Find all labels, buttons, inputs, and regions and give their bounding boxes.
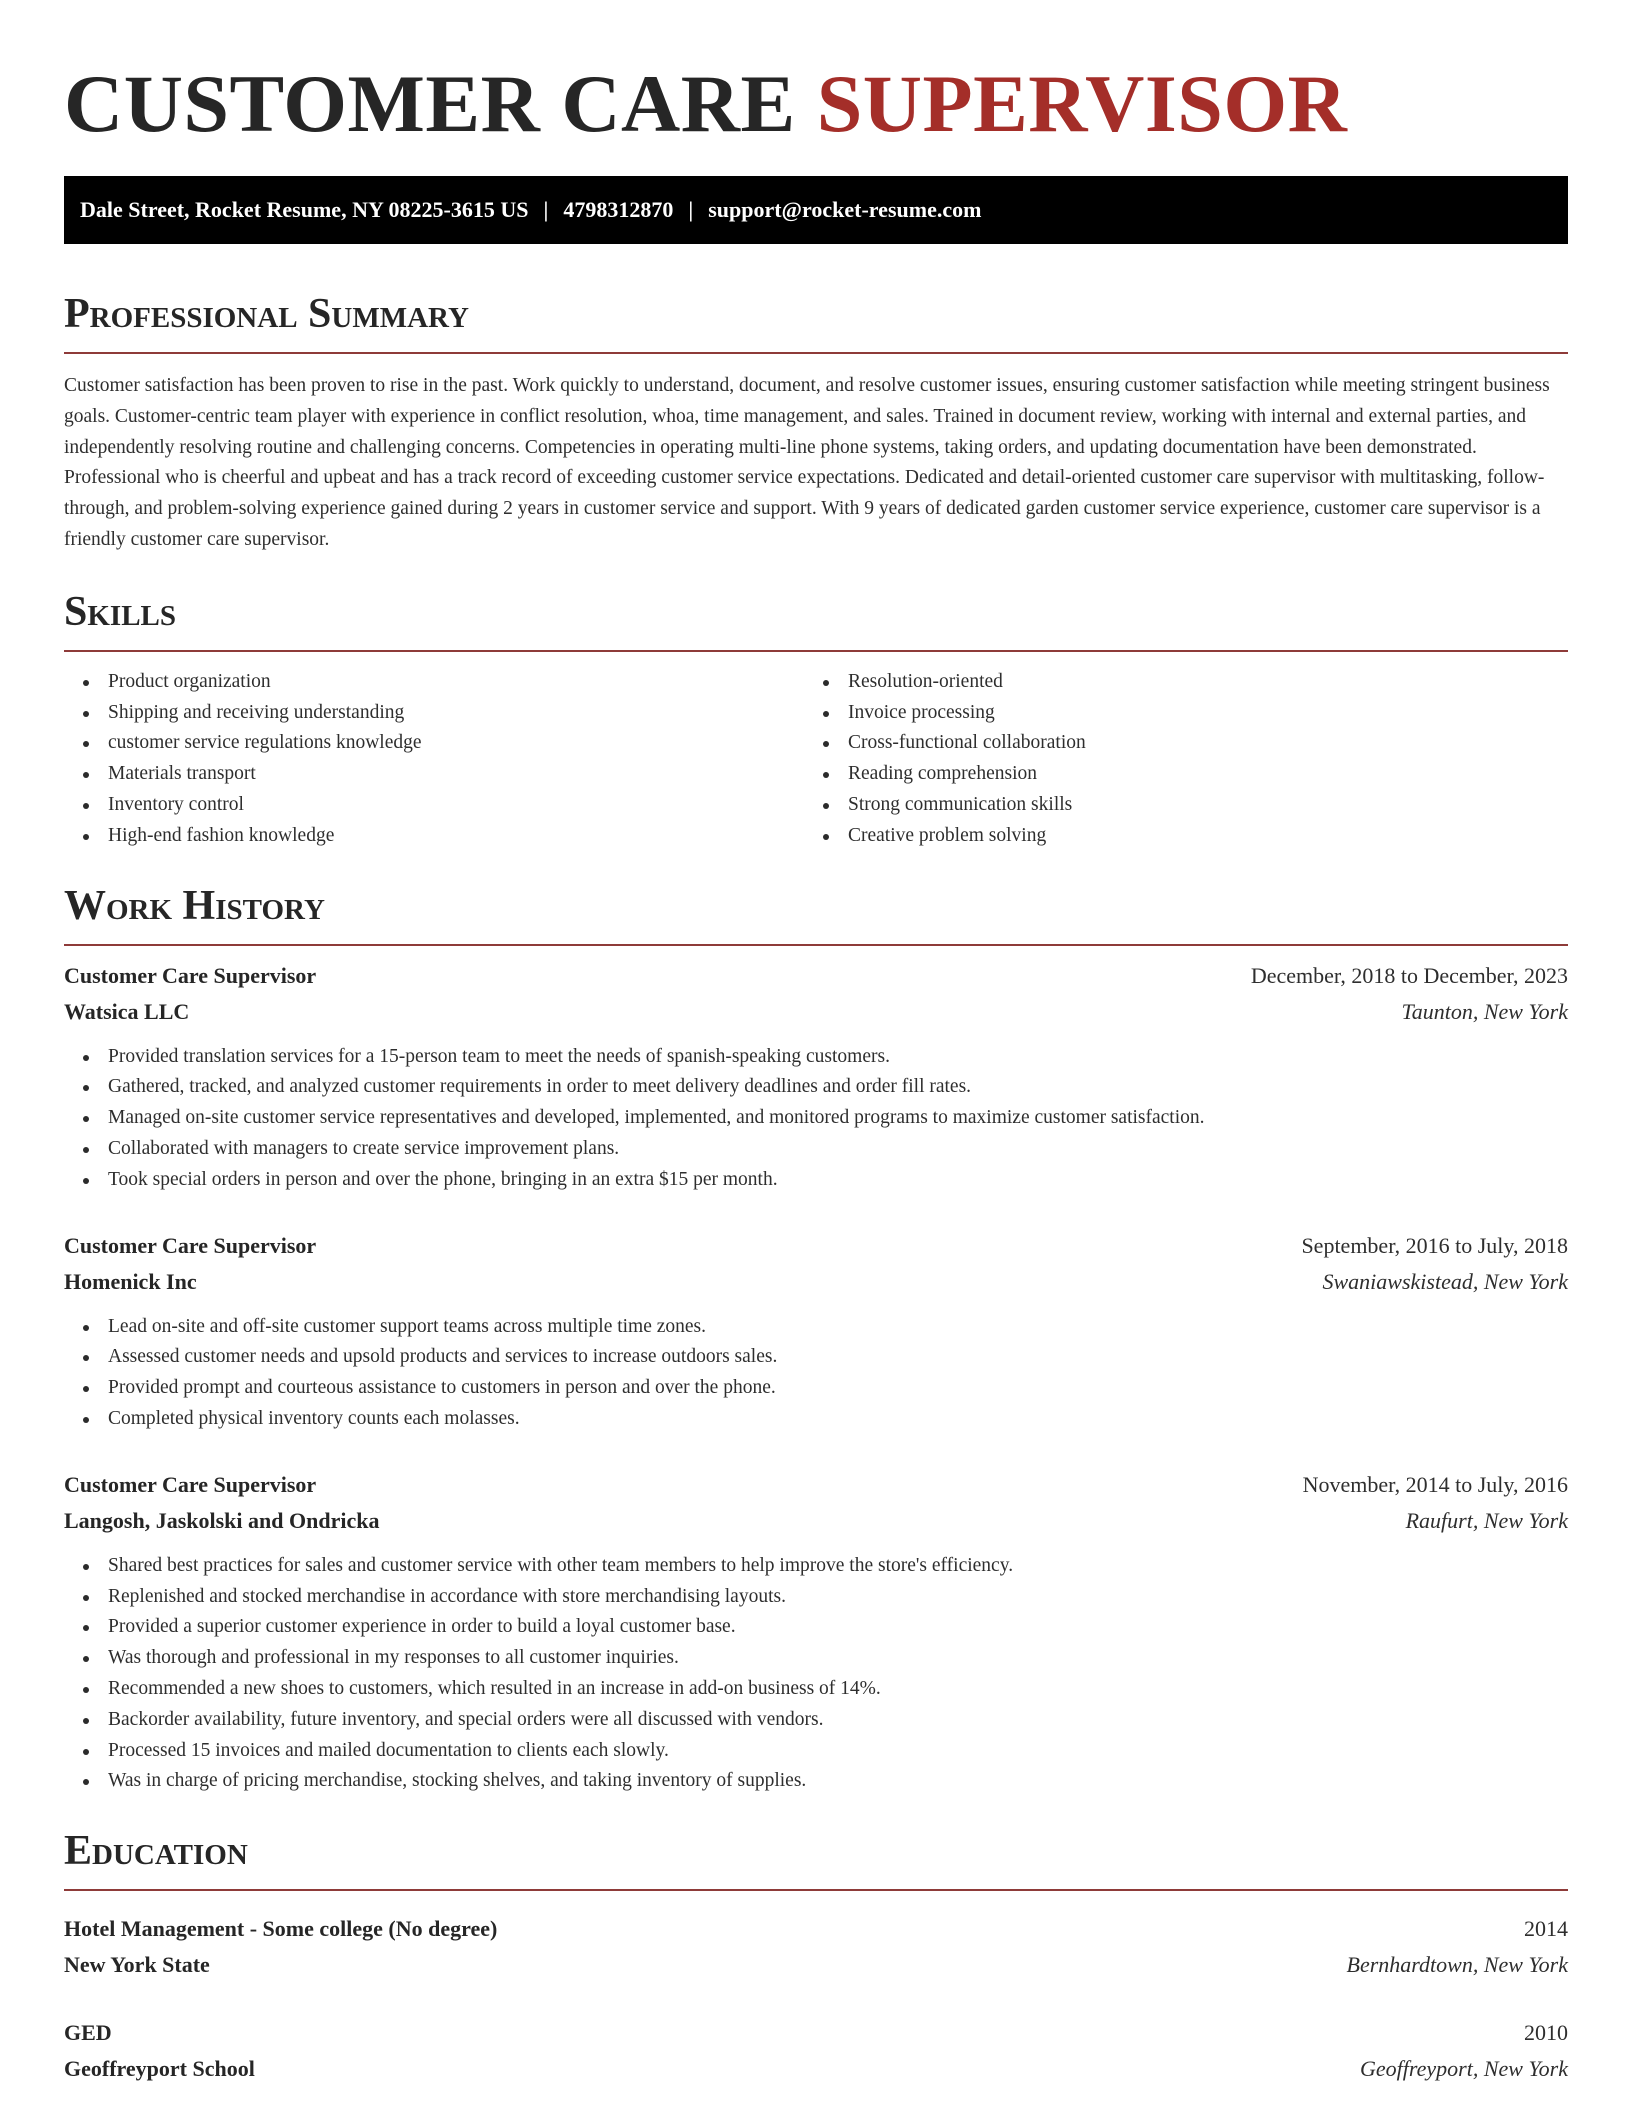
edu-location: Geoffreyport, New York <box>1360 2056 1568 2082</box>
edu-school-row <box>64 1947 1568 1983</box>
skill-item: Reading comprehension <box>804 759 1544 790</box>
job-company-row <box>64 994 1568 1030</box>
edu-year: 2010 <box>1524 2020 1568 2046</box>
job-bullet: Lead on-site and off-site customer support teams across multiple time zones. <box>64 1312 1568 1343</box>
job-bullet: Was in charge of pricing merchandise, stocking shelves, and taking inventory of supplies. <box>64 1766 1568 1797</box>
edu-year: 2014 <box>1524 1916 1568 1942</box>
edu-degree: Hotel Management - Some college (No degree) <box>64 1916 498 1942</box>
job-bullet: Shared best practices for sales and customer service with other team members to help improve the store's efficiency. <box>64 1551 1568 1582</box>
job-bullets <box>64 1551 1568 1797</box>
skill-item: Product organization <box>64 667 804 698</box>
job-title: Customer Care Supervisor <box>64 962 317 988</box>
edu-header-row <box>64 2015 1568 2051</box>
job-dates: December, 2018 to December, 2023 <box>1250 962 1568 988</box>
job-dates: September, 2016 to July, 2018 <box>1301 1232 1568 1258</box>
education-entry <box>64 2015 1568 2087</box>
job-bullet: Took special orders in person and over the phone, bringing in an extra $15 per month. <box>64 1165 1568 1196</box>
job-bullet: Provided prompt and courteous assistance to customers in person and over the phone. <box>64 1373 1568 1404</box>
resume-page <box>64 0 1568 2087</box>
job-dates: November, 2014 to July, 2016 <box>1302 1471 1568 1497</box>
resume-title <box>64 56 1568 152</box>
education-section <box>64 1825 1568 2087</box>
job-bullet: Replenished and stocked merchandise in accordance with store merchandising layouts. <box>64 1582 1568 1613</box>
edu-header-row <box>64 1911 1568 1947</box>
contact-separator: | <box>688 197 694 222</box>
skill-item: Materials transport <box>64 759 804 790</box>
job-entry <box>64 1467 1568 1797</box>
professional-summary-section <box>64 288 1568 556</box>
job-bullet: Completed physical inventory counts each molasses. <box>64 1404 1568 1435</box>
section-title-work: Work History <box>64 880 1568 946</box>
contact-separator: | <box>543 197 549 222</box>
title-main: CUSTOMER CARE <box>64 58 796 149</box>
skill-item: Inventory control <box>64 790 804 821</box>
work-history-section <box>64 880 1568 1798</box>
edu-location: Bernhardtown, New York <box>1346 1952 1568 1978</box>
job-bullet: Provided translation services for a 15-person team to meet the needs of spanish-speaking customers. <box>64 1042 1568 1073</box>
contact-bar <box>64 176 1568 244</box>
job-bullets <box>64 1312 1568 1435</box>
skill-item: Resolution-oriented <box>804 667 1544 698</box>
skill-item: High-end fashion knowledge <box>64 821 804 852</box>
skill-item: Invoice processing <box>804 698 1544 729</box>
job-bullet: Recommended a new shoes to customers, which resulted in an increase in add-on business of 14%. <box>64 1674 1568 1705</box>
job-bullet: Backorder availability, future inventory, and special orders were all discussed with vendors. <box>64 1705 1568 1736</box>
job-location: Taunton, New York <box>1401 998 1568 1024</box>
job-company-row <box>64 1503 1568 1539</box>
skills-list-left <box>64 667 804 852</box>
job-bullet: Collaborated with managers to create service improvement plans. <box>64 1134 1568 1165</box>
job-bullet: Gathered, tracked, and analyzed customer requirements in order to meet delivery deadlines and order fill rates. <box>64 1072 1568 1103</box>
section-title-skills: Skills <box>64 586 1568 652</box>
skill-item: Strong communication skills <box>804 790 1544 821</box>
job-header-row <box>64 958 1568 994</box>
skill-item: Shipping and receiving understanding <box>64 698 804 729</box>
job-title: Customer Care Supervisor <box>64 1232 317 1258</box>
job-location: Swaniawskistead, New York <box>1322 1268 1568 1294</box>
job-company: Watsica LLC <box>64 998 190 1024</box>
section-title-summary: Professional Summary <box>64 288 1568 354</box>
contact-phone: 4798312870 <box>563 197 674 222</box>
contact-address: Dale Street, Rocket Resume, NY 08225-3615 US <box>80 197 529 222</box>
job-bullet: Managed on-site customer service representatives and developed, implemented, and monitored programs to maximize customer satisfaction. <box>64 1103 1568 1134</box>
skills-list-right <box>804 667 1544 852</box>
edu-school: New York State <box>64 1952 210 1978</box>
skill-item: customer service regulations knowledge <box>64 728 804 759</box>
job-company-row <box>64 1264 1568 1300</box>
education-entry <box>64 1911 1568 1983</box>
job-entry <box>64 1228 1568 1435</box>
edu-school: Geoffreyport School <box>64 2056 255 2082</box>
contact-email: support@rocket-resume.com <box>708 197 982 222</box>
job-company: Homenick Inc <box>64 1268 197 1294</box>
job-bullet: Was thorough and professional in my responses to all customer inquiries. <box>64 1643 1568 1674</box>
section-title-education: Education <box>64 1825 1568 1891</box>
job-header-row <box>64 1467 1568 1503</box>
job-company: Langosh, Jaskolski and Ondricka <box>64 1507 380 1533</box>
skill-item: Cross-functional collaboration <box>804 728 1544 759</box>
job-bullet: Processed 15 invoices and mailed documentation to clients each slowly. <box>64 1736 1568 1767</box>
job-title: Customer Care Supervisor <box>64 1471 317 1497</box>
job-location: Raufurt, New York <box>1405 1507 1568 1533</box>
job-bullet: Assessed customer needs and upsold products and services to increase outdoors sales. <box>64 1342 1568 1373</box>
job-bullets <box>64 1042 1568 1196</box>
skills-columns <box>64 667 1568 852</box>
edu-school-row <box>64 2051 1568 2087</box>
job-entry <box>64 958 1568 1196</box>
job-header-row <box>64 1228 1568 1264</box>
job-bullet: Provided a superior customer experience in order to build a loyal customer base. <box>64 1612 1568 1643</box>
skills-section <box>64 586 1568 852</box>
summary-text: Customer satisfaction has been proven to rise in the past. Work quickly to understand, document, and resolve customer issues, ensuring customer satisfaction while meeting stringent business goals. Customer-centric team player with experience in conflict resolution, whoa, time management, and sales. Trained in document review, working with internal and external parties, and independently resolving routine and challenging concerns. Competencies in operating multi-line phone systems, taking orders, and updating documentation have been demonstrated. Professional who is cheerful and upbeat and has a track record of exceeding customer service expectations. Dedicated and detail-oriented customer care supervisor with multitasking, follow-through, and problem-solving experience gained during 2 years in customer service and support. With 9 years of dedicated garden customer service experience, customer care supervisor is a friendly customer care supervisor. <box>64 375 1550 550</box>
skill-item: Creative problem solving <box>804 821 1544 852</box>
edu-degree: GED <box>64 2020 112 2046</box>
title-accent: SUPERVISOR <box>816 58 1348 149</box>
